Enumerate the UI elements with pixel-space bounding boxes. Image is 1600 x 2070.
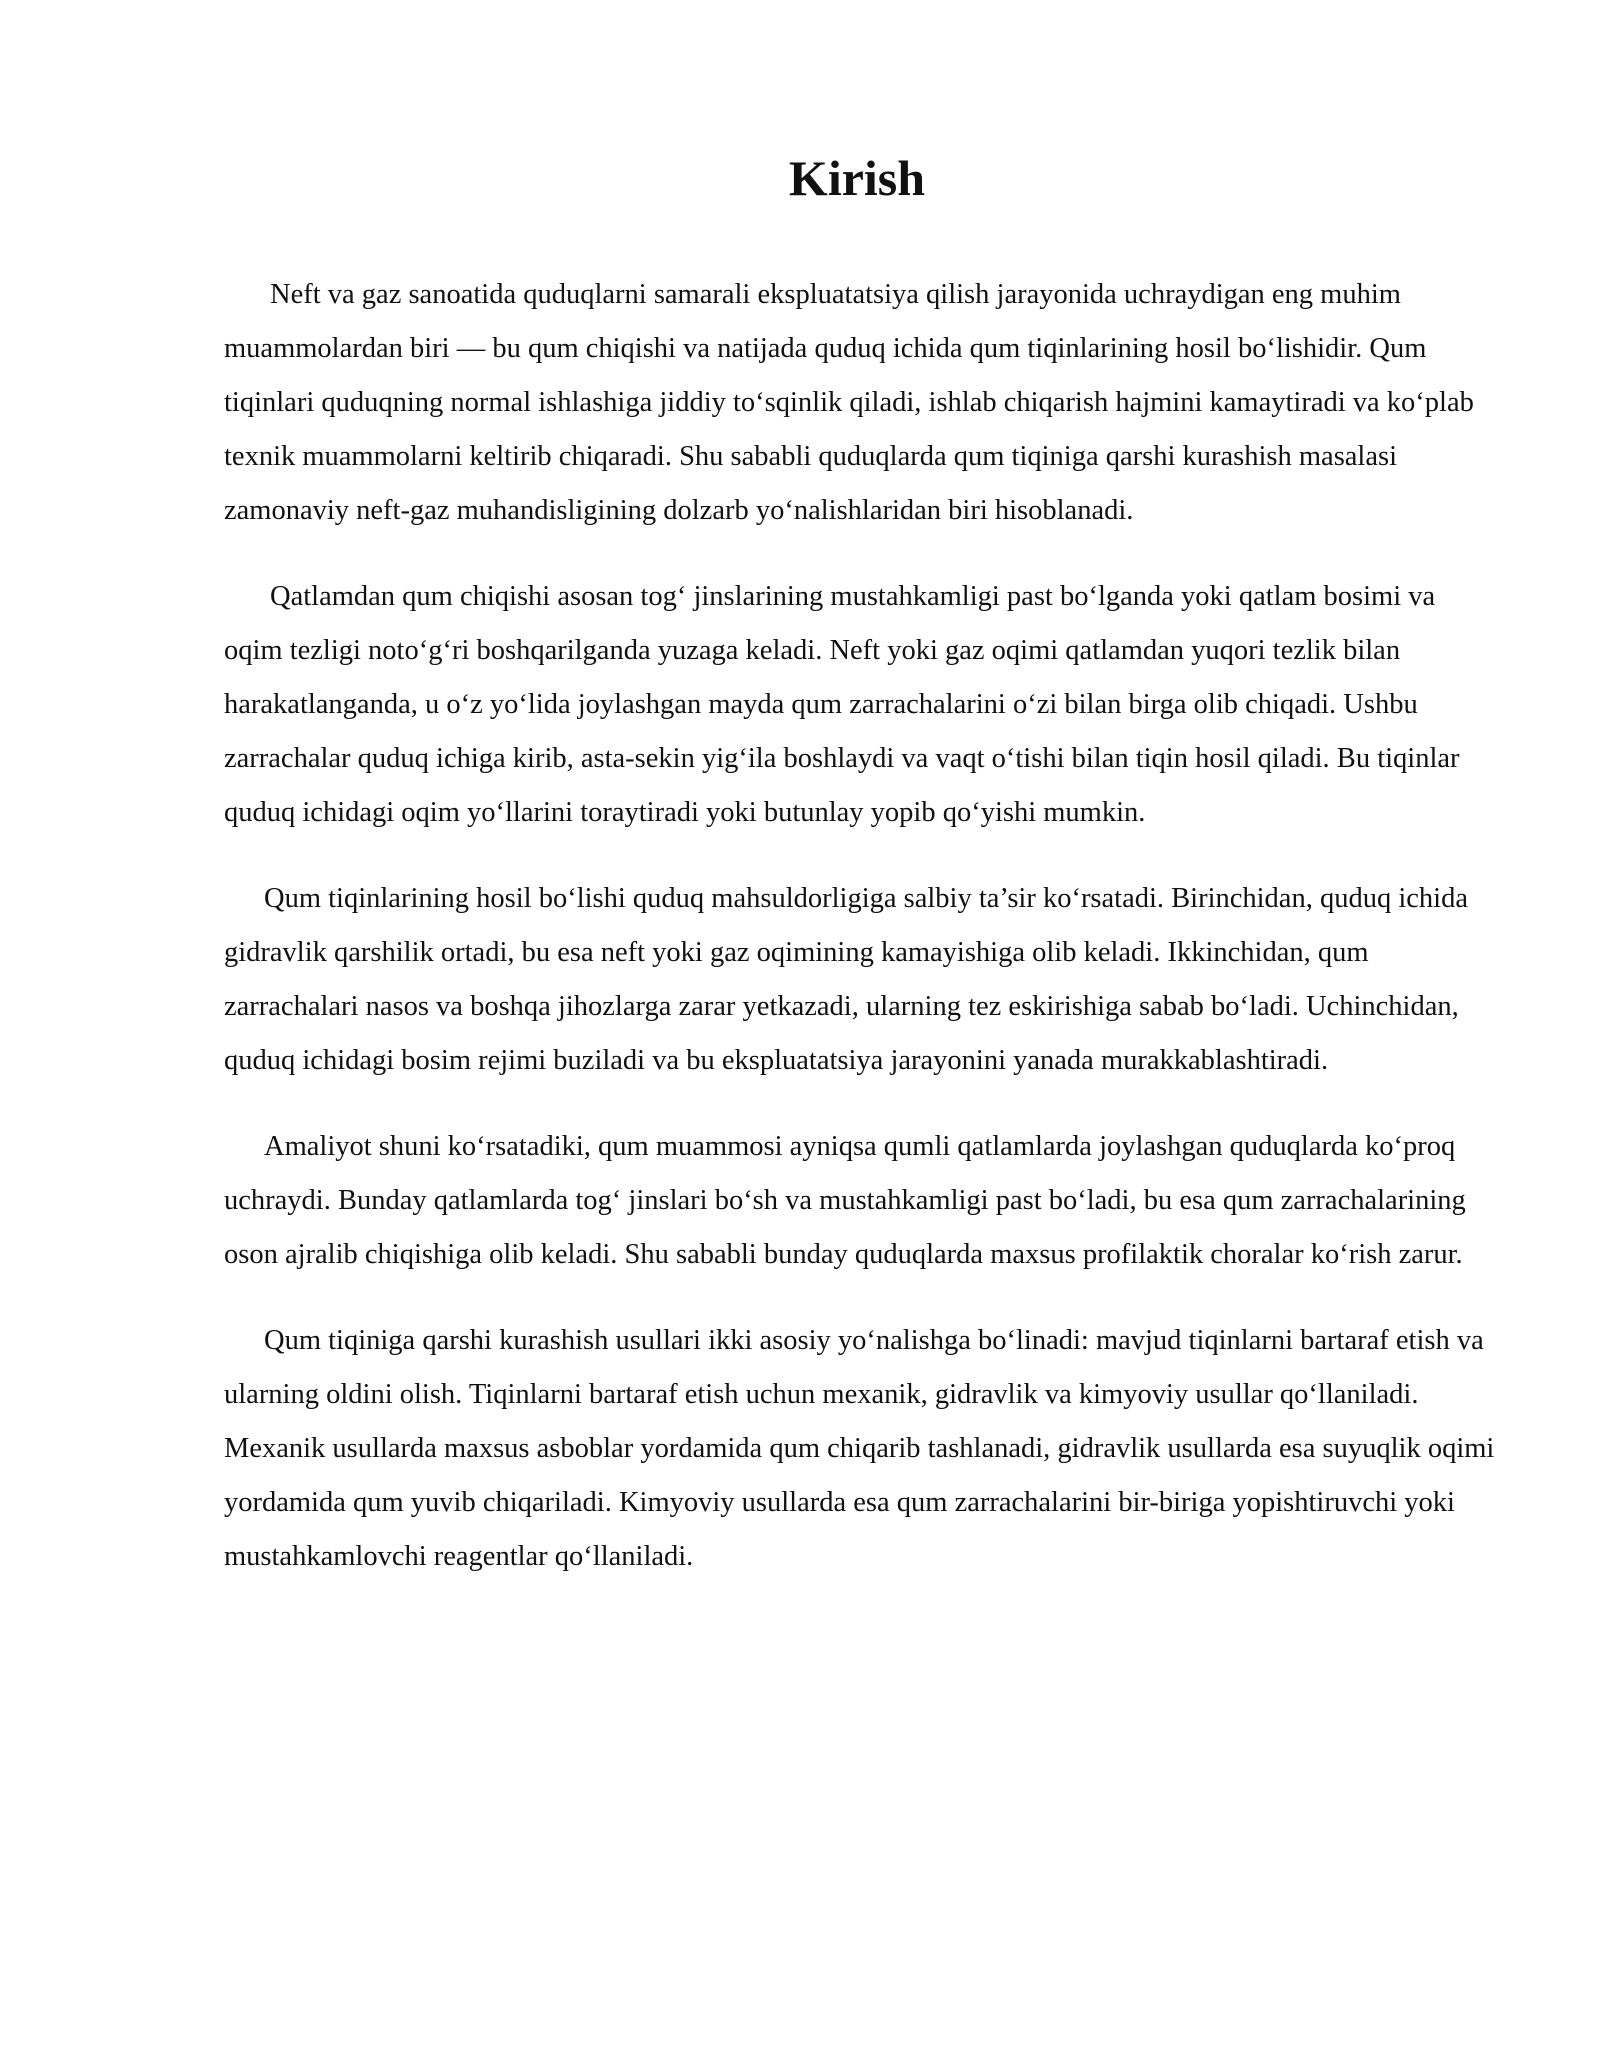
paragraph-5: Qum tiqiniga qarshi kurashish usullari ikki asosiy yo‘nalishga bo‘linadi: mavjud tiqinlarni bartaraf etish va ularning oldini olish. Tiqinlarni bartaraf etish uchun mexanik, gidravlik va kimyoviy usullar qo‘llaniladi. Mexanik usullarda maxsus asboblar yordamida qum chiqarib tashlanadi, gidravlik usullarda esa suyuqlik oqimi yordamida qum yuvib chiqariladi. Kimyoviy usullarda esa qum zarrachalarini bir-biriga yopishtiruvchi yoki mustahkamlovchi reagentlar qo‘llaniladi. <box>224 1325 1495 1572</box>
paragraph-1: Neft va gaz sanoatida quduqlarni samarali ekspluatatsiya qilish jarayonida uchraydigan eng muhim muammolardan biri — bu qum chiqishi va natijada quduq ichida qum tiqinlarining hosil bo‘lishidir. Qum tiqinlari quduqning normal ishlashiga jiddiy to‘sqinlik qiladi, ishlab chiqarish hajmini kamaytiradi va ko‘plab texnik muammolarni keltirib chiqaradi. Shu sababli quduqlarda qum tiqiniga qarshi kurashish masalasi zamonaviy neft-gaz muhandisligining dolzarb yo‘nalishlaridan biri hisoblanadi. <box>224 279 1474 526</box>
paragraph-2: Qatlamdan qum chiqishi asosan tog‘ jinslarining mustahkamligi past bo‘lganda yoki qatlam bosimi va oqim tezligi noto‘g‘ri boshqarilganda yuzaga keladi. Neft yoki gaz oqimi qatlamdan yuqori tezlik bilan harakatlanganda, u o‘z yo‘lida joylashgan mayda qum zarrachalarini o‘zi bilan birga olib chiqadi. Ushbu zarrachalar quduq ichiga kirib, asta-sekin yig‘ila boshlaydi va vaqt o‘tishi bilan tiqin hosil qiladi. Bu tiqinlar quduq ichidagi oqim yo‘llarini toraytiradi yoki butunlay yopib qo‘yishi mumkin. <box>224 581 1460 828</box>
body-text <box>224 268 1500 1616</box>
paragraph-4: Amaliyot shuni ko‘rsatadiki, qum muammosi ayniqsa qumli qatlamlarda joylashgan quduqlarda ko‘proq uchraydi. Bunday qatlamlarda tog‘ jinslari bo‘sh va mustahkamligi past bo‘ladi, bu esa qum zarrachalarining oson ajralib chiqishiga olib keladi. Shu sababli bunday quduqlarda maxsus profilaktik choralar ko‘rish zarur. <box>224 1131 1466 1270</box>
page-title: Kirish <box>788 150 926 206</box>
paragraph-3: Qum tiqinlarining hosil bo‘lishi quduq mahsuldorligiga salbiy ta’sir ko‘rsatadi. Birinchidan, quduq ichida gidravlik qarshilik ortadi, bu esa neft yoki gaz oqimining kamayishiga olib keladi. Ikkinchidan, qum zarrachalari nasos va boshqa jihozlarga zarar yetkazadi, ularning tez eskirishiga sabab bo‘ladi. Uchinchidan, quduq ichidagi bosim rejimi buziladi va bu ekspluatatsiya jarayonini yanada murakkablashtiradi. <box>224 883 1468 1076</box>
